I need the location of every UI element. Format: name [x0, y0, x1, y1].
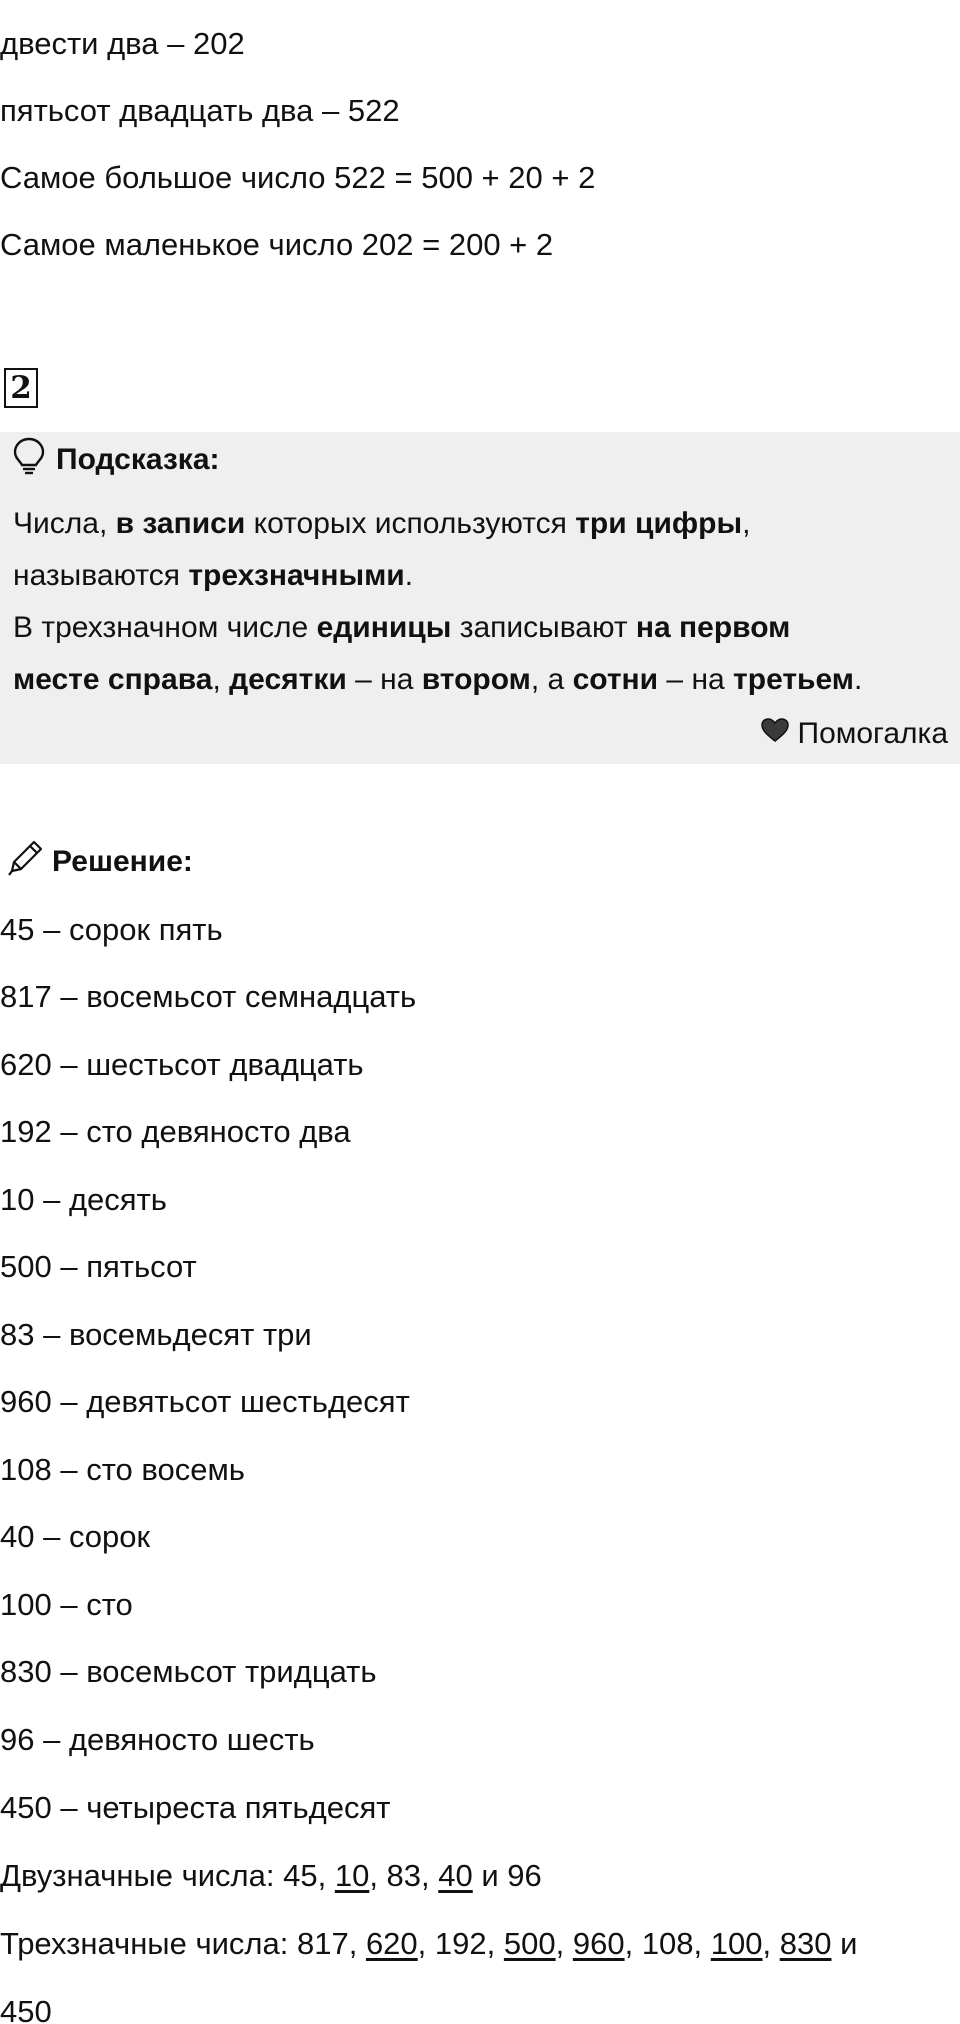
solution-title-text: Решение: — [52, 845, 193, 878]
solution-item: 108 – сто восемь — [0, 1452, 245, 1487]
solution-item: 45 – сорок пять — [0, 912, 223, 947]
three-digit-summary-continued: 450 — [0, 1994, 52, 2024]
underlined-number: 40 — [438, 1858, 473, 1893]
lightbulb-icon — [12, 436, 56, 484]
intro-line: двести два – 202 — [0, 26, 245, 61]
solution-title — [4, 842, 193, 882]
task-number: 2 — [4, 368, 38, 408]
underlined-number: 960 — [572, 1926, 625, 1961]
underlined-number: 620 — [365, 1926, 418, 1961]
hint-line: Числа, в записи которых используются три цифры, — [13, 507, 751, 540]
solution-item: 450 – четыреста пятьдесят — [0, 1790, 391, 1825]
two-digit-summary: Двузначные числа: 45, 10, 83, 40 и 96 — [0, 1858, 542, 1893]
solution-item: 100 – сто — [0, 1587, 133, 1622]
intro-line: Самое маленькое число 202 = 200 + 2 — [0, 227, 554, 262]
hint-line: называются трехзначными. — [13, 559, 414, 592]
solution-item: 83 – восемьдесят три — [0, 1317, 312, 1352]
hint-title-text: Подсказка: — [56, 443, 220, 476]
solution-item: 192 – сто девяносто два — [0, 1114, 351, 1149]
solution-item: 10 – десять — [0, 1182, 167, 1217]
three-digit-summary: Трехзначные числа: 817, 620, 192, 500, 960, 108, 100, 830 и — [0, 1926, 858, 1961]
hint-line: месте справа, десятки – на втором, а сотни – на третьем. — [13, 663, 863, 696]
heart-icon — [760, 717, 798, 751]
intro-line: пятьсот двадцать два – 522 — [0, 93, 400, 128]
solution-item: 817 – восемьсот семнадцать — [0, 979, 417, 1014]
solution-item: 96 – девяносто шесть — [0, 1722, 315, 1757]
solution-item: 40 – сорок — [0, 1519, 151, 1554]
pencil-icon — [4, 837, 52, 887]
solution-item: 830 – восемьсот тридцать — [0, 1654, 377, 1689]
solution-item: 620 – шестьсот двадцать — [0, 1047, 364, 1082]
brand-name: Помогалка — [797, 717, 948, 750]
underlined-number: 10 — [334, 1858, 370, 1893]
underlined-number: 830 — [779, 1926, 832, 1961]
underlined-number: 500 — [503, 1926, 556, 1961]
hint-box — [0, 432, 960, 764]
hint-line: В трехзначном числе единицы записывают на первом — [13, 611, 791, 644]
solution-item: 960 – девятьсот шестьдесят — [0, 1384, 410, 1419]
intro-line: Самое большое число 522 = 500 + 20 + 2 — [0, 160, 596, 195]
solution-item: 500 – пятьсот — [0, 1249, 197, 1284]
brand-credit — [760, 714, 949, 754]
underlined-number: 100 — [710, 1926, 763, 1961]
hint-title — [12, 440, 220, 480]
